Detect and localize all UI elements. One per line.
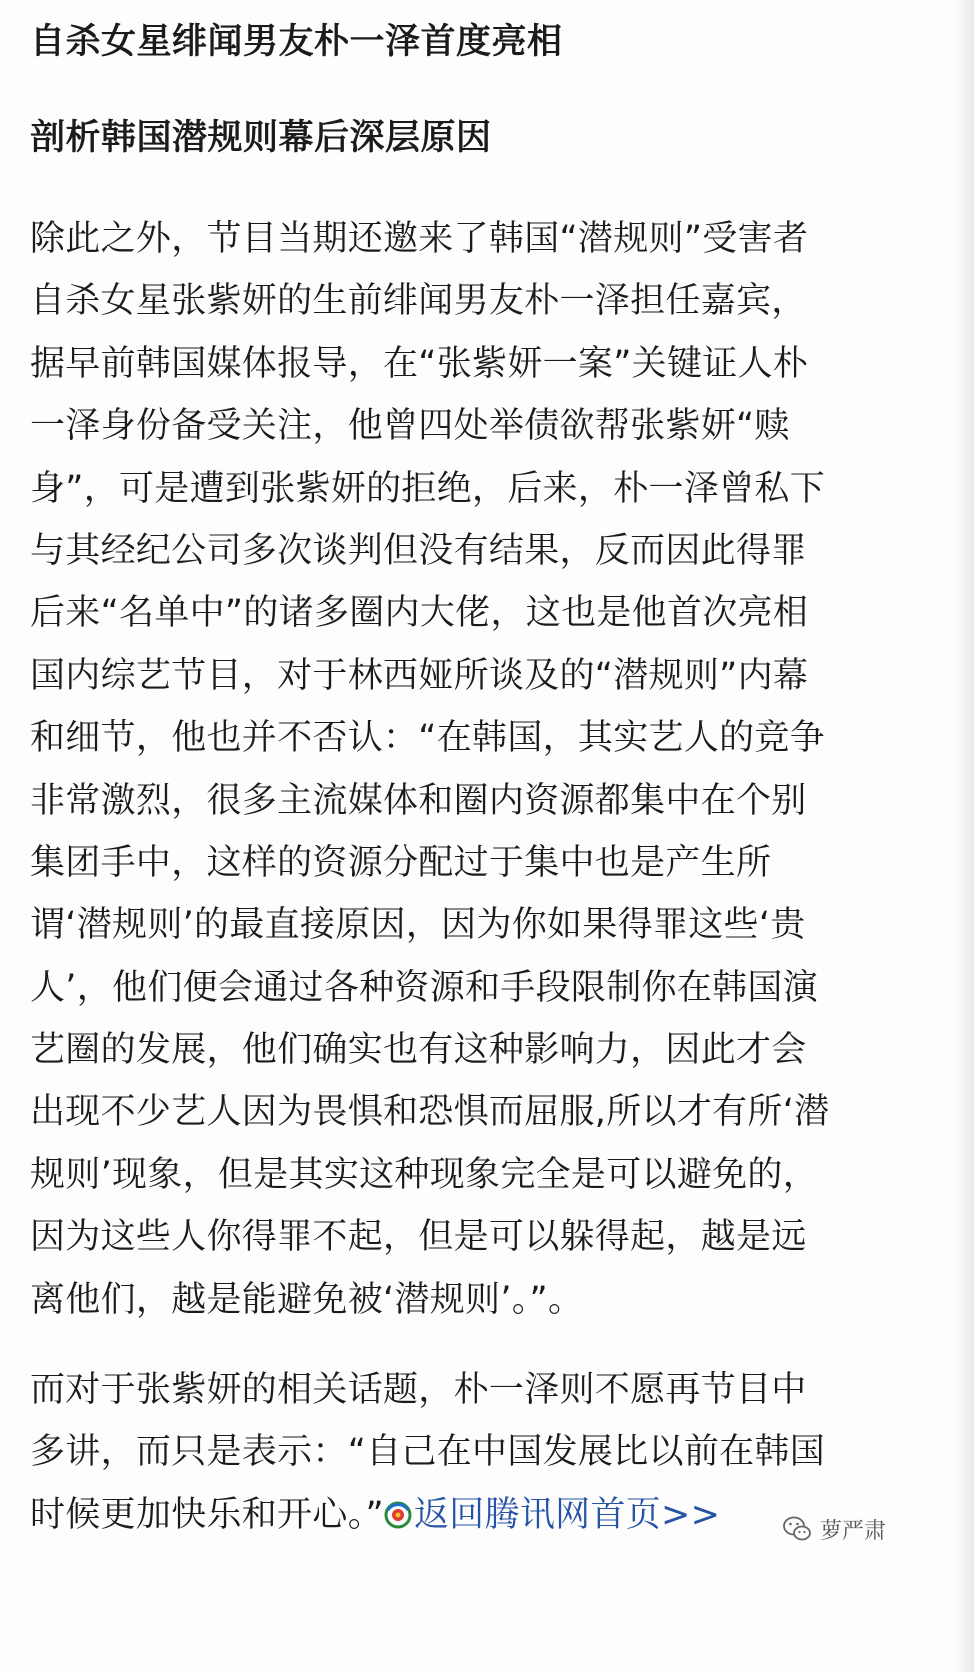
article-heading-2: 剖析韩国潜规则幕后深层原因 xyxy=(30,118,492,158)
paragraph-line: 多讲，而只是表示：“自己在中国发展比以前在韩国 xyxy=(30,1432,826,1473)
return-home-link[interactable] xyxy=(384,1495,720,1535)
paragraph-line: 一泽身份备受关注，他曾四处举债欲帮张紫妍“赎 xyxy=(30,406,790,447)
edge-shadow xyxy=(956,0,974,1672)
paragraph-line: 艺圈的发展，他们确实也有这种影响力，因此才会 xyxy=(30,1030,807,1071)
article-heading-1: 自杀女星绯闻男友朴一泽首度亮相 xyxy=(30,22,563,62)
paragraph-line: 与其经纪公司多次谈判但没有结果，反而因此得罪 xyxy=(30,530,807,571)
paragraph-line: 人’，他们便会通过各种资源和手段限制你在韩国演 xyxy=(30,967,819,1008)
paragraph-last-line-text: 时候更加快乐和开心。” xyxy=(30,1494,384,1535)
paragraph-line: 后来“名单中”的诸多圈内大佬，这也是他首次亮相 xyxy=(30,593,809,634)
tencent-logo-icon xyxy=(384,1501,412,1529)
paragraph-line: 谓‘潜规则’的最直接原因，因为你如果得罪这些‘贵 xyxy=(30,905,806,946)
article-paragraph-1 xyxy=(30,208,930,1331)
wechat-icon xyxy=(782,1515,812,1543)
paragraph-line: 身”，可是遭到张紫妍的拒绝，后来，朴一泽曾私下 xyxy=(30,468,826,509)
paragraph-line: 非常激烈，很多主流媒体和圈内资源都集中在个别 xyxy=(30,780,807,821)
watermark-text: 萝严肃 xyxy=(820,1518,887,1544)
watermark xyxy=(782,1513,886,1545)
paragraph-line: 因为这些人你得罪不起，但是可以躲得起，越是远 xyxy=(30,1217,807,1258)
paragraph-line: 集团手中，这样的资源分配过于集中也是产生所 xyxy=(30,842,772,883)
paragraph-line: 除此之外，节目当期还邀来了韩国“潜规则”受害者 xyxy=(30,219,809,259)
paragraph-line: 自杀女星张紫妍的生前绯闻男友朴一泽担任嘉宾， xyxy=(30,281,807,322)
paragraph-line: 规则’现象，但是其实这种现象完全是可以避免的， xyxy=(30,1154,819,1195)
paragraph-line: 而对于张紫妍的相关话题，朴一泽则不愿再节目中 xyxy=(30,1370,807,1410)
paragraph-line: 据早前韩国媒体报导，在“张紫妍一案”关键证人朴 xyxy=(30,343,809,384)
paragraph-line: 离他们，越是能避免被‘潜规则’。”。 xyxy=(30,1279,584,1320)
paragraph-line: 和细节，他也并不否认：“在韩国，其实艺人的竞争 xyxy=(30,718,826,759)
paragraph-line: 出现不少艺人因为畏惧和恐惧而屈服,所以才有所‘潜 xyxy=(30,1092,830,1133)
paragraph-line: 国内综艺节目，对于林西娅所谈及的“潜规则”内幕 xyxy=(30,655,809,696)
return-home-link-text: 返回腾讯网首页>> xyxy=(413,1494,721,1535)
